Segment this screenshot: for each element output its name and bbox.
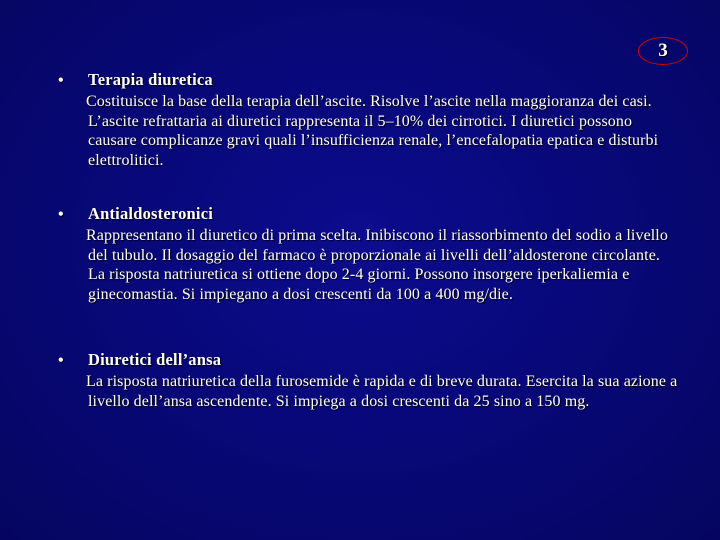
section-diuretici-ansa (58, 350, 678, 411)
section-antialdosteronici (58, 204, 678, 304)
page-number: 3 (658, 40, 668, 61)
bullet-icon: • (58, 72, 64, 89)
section-title: Terapia diuretica (88, 70, 213, 89)
section-body: La risposta natriuretica della furosemide è rapida e di breve durata. Esercita la sua azione a livello dell’ansa ascendente. Si impiega a dosi crescenti da 25 sino a 150 mg. (86, 373, 678, 410)
section-title: Diuretici dell’ansa (88, 350, 222, 369)
bullet-icon: • (58, 352, 64, 369)
section-body: Rappresentano il diuretico di prima scelta. Inibiscono il riassorbimento del sodio a livello del tubulo. Il dosaggio del farmaco è proporzionale ai livelli dell’aldosterone circolante. La risposta natriuretica si ottiene dopo 2-4 giorni. Possono insorgere iperkaliemia e ginecomastia. Si impiegano a dosi crescenti da 100 a 400 mg/die. (86, 227, 668, 303)
section-title: Antialdosteronici (88, 204, 214, 223)
section-body: Costituisce la base della terapia dell’ascite. Risolve l’ascite nella maggioranza dei casi. L’ascite refrattaria ai diuretici rappresenta il 5–10% dei cirrotici. I diuretici possono causare complicanze gravi quali l’insufficienza renale, l’encefalopatia epatica e disturbi elettrolitici. (86, 93, 659, 169)
section-terapia-diuretica (58, 70, 678, 170)
bullet-icon: • (58, 206, 64, 223)
page-number-badge (638, 37, 688, 65)
